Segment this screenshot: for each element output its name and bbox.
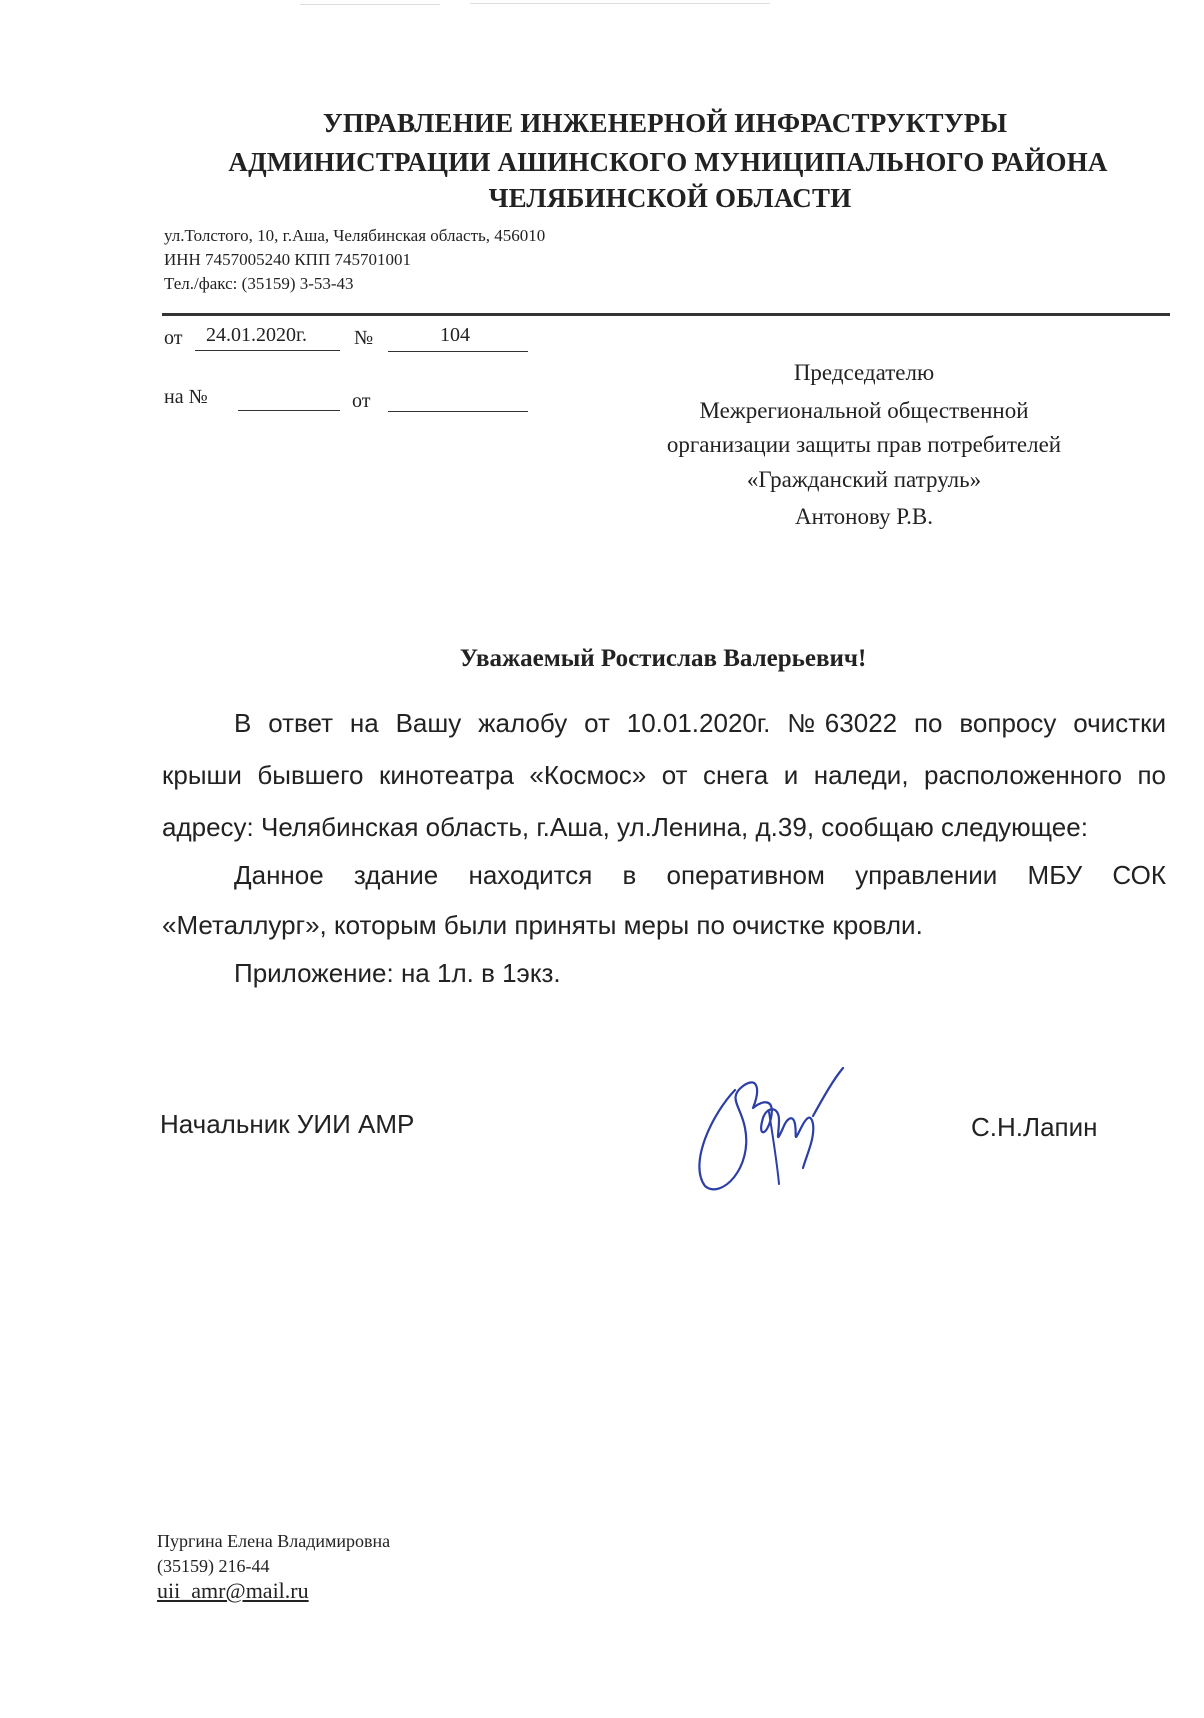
scan-artifact xyxy=(300,4,440,5)
outgoing-number: 104 xyxy=(440,324,470,346)
org-inn-kpp: ИНН 7457005240 КПП 745701001 xyxy=(164,250,411,269)
scan-artifact xyxy=(470,3,770,4)
header-divider xyxy=(162,313,1170,316)
reference-date-underline xyxy=(388,411,528,412)
outgoing-from-label: от xyxy=(164,327,183,349)
addressee-line-3: организации защиты прав потребителей xyxy=(666,432,1062,457)
org-address: ул.Толстого, 10, г.Аша, Челябинская область, 456010 xyxy=(164,226,546,245)
addressee-line-5: Антонову Р.В. xyxy=(794,504,934,529)
body-paragraph-2-line-2: «Металлург», которым были приняты меры по очистке кровли. xyxy=(162,910,923,940)
executor-email-link[interactable]: uii_amr@mail.ru xyxy=(157,1578,309,1603)
addressee-line-2: Межрегиональной общественной xyxy=(699,398,1029,423)
salutation: Уважаемый Ростислав Валерьевич! xyxy=(459,645,867,672)
addressee-line-1: Председателю xyxy=(793,360,935,385)
outgoing-date-underline xyxy=(195,350,340,351)
outgoing-number-underline xyxy=(388,351,528,352)
handwritten-signature xyxy=(683,1058,853,1198)
org-title-line-3: ЧЕЛЯБИНСКОЙ ОБЛАСТИ xyxy=(488,183,852,213)
org-title-line-1: УПРАВЛЕНИЕ ИНЖЕНЕРНОЙ ИНФРАСТРУКТУРЫ xyxy=(322,108,1008,138)
executor-phone: (35159) 216-44 xyxy=(157,1556,270,1576)
attachment-note: Приложение: на 1л. в 1экз. xyxy=(234,958,561,988)
reference-from-label: от xyxy=(352,390,371,412)
signer-position: Начальник УИИ АМР xyxy=(160,1109,415,1139)
outgoing-date: 24.01.2020г. xyxy=(206,324,307,346)
addressee-line-4: «Гражданский патруль» xyxy=(746,467,982,492)
body-paragraph-2-line-1: Данное здание находится в оперативном управлении МБУ СОК xyxy=(234,860,1166,890)
body-paragraph-1-line-2: крыши бывшего кинотеатра «Космос» от снега и наледи, расположенного по xyxy=(162,760,1166,790)
org-title-line-2: АДМИНИСТРАЦИИ АШИНСКОГО МУНИЦИПАЛЬНОГО РАЙОНА xyxy=(228,147,1108,177)
signer-name: С.Н.Лапин xyxy=(971,1112,1098,1142)
reference-number-underline xyxy=(238,410,340,411)
outgoing-number-label: № xyxy=(354,327,374,349)
executor-name: Пургина Елена Владимировна xyxy=(157,1531,391,1551)
body-paragraph-1-line-3: адресу: Челябинская область, г.Аша, ул.Ленина, д.39, сообщаю следующее: xyxy=(162,812,1088,842)
body-paragraph-1-line-1: В ответ на Вашу жалобу от 10.01.2020г. №63022 по вопросу очистки xyxy=(234,708,1166,738)
org-phone: Тел./факс: (35159) 3-53-43 xyxy=(164,274,354,293)
reference-number-label: на № xyxy=(164,386,208,408)
